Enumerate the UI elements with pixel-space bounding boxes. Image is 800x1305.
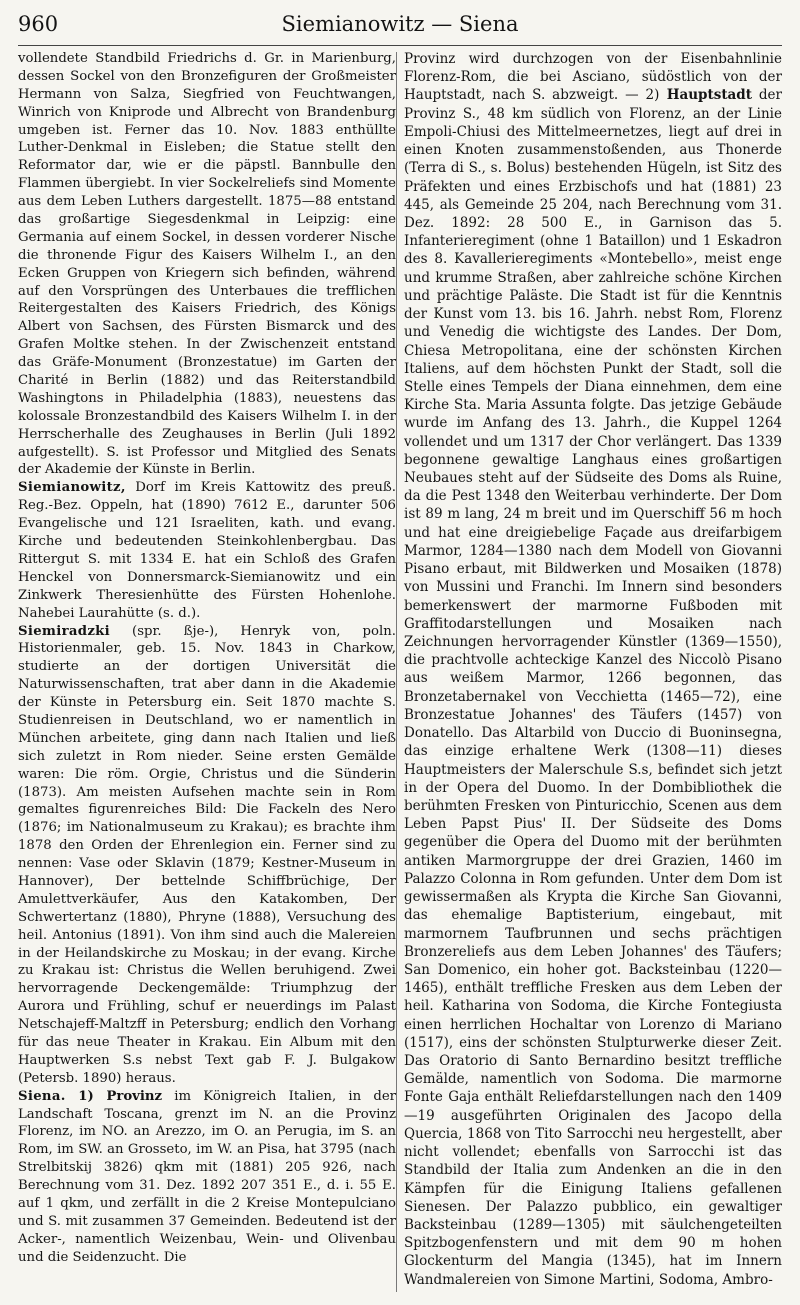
right-column [404, 50, 782, 1289]
entry-headword: Siena. [18, 1088, 66, 1104]
entry-text: Dorf im Kreis Kattowitz des preuß. Reg.-Bez. Oppeln, hat (1890) 7612 E., darunter 506 Evangelische und 121 Israeliten, kath. und evang. Kirche und bedeutenden Steinkohlenbergbau. Das Rittergut S. mit 1334 E. hat ein Schloß des Grafen Henckel von Donnersmarck-Siemianowitz und ein Zinkwerk Theresienhütte des Fürsten Hohenlohe. Nahebei Laurahütte (s. d.). [18, 480, 396, 621]
column-divider [396, 52, 397, 1292]
subentry-label: 1) Provinz [65, 1088, 163, 1104]
entry-text: der Provinz S., 48 km südlich von Florenz, an der Linie Empoli-Chiusi des Mittelmeernetzes, liegt auf drei in einen Knoten zusammenstoßenden, aus Thonerde (Terra di S., s. Bolus) bestehenden Hügeln, ist Sitz des Präfekten und eines Erzbischofs und hat (1881) 23 445, als Gemeinde 25 204, nach Berechnung vom 31. Dez. 1892: 28 500 E., in Garnison das 5. Infanterieregiment (ohne 1 Bataillon) und 1 Eskadron des 8. Kavallerieregiments «Montebello», meist enge und krumme Straßen, aber zahlreiche schöne Kirchen und prächtige Paläste. Die Stadt ist für die Kenntnis der Kunst vom 13. bis 16. Jahrh. nebst Rom, Florenz und Venedig die wichtigste des Landes. Der Dom, Chiesa Metropolitana, eine der schönsten Kirchen Italiens, auf dem höchsten Punkt der Stadt, soll die Stelle eines Tempels der Diana einnehmen, dem eine Kirche Sta. Maria Assunta folgte. Das jetzige Gebäude wurde im Anfang des 13. Jahrh., die Kuppel 1264 vollendet und um 1317 der Chor verlängert. Das 1339 begonnene gewaltige Langhaus eines großartigen Neubaues steht auf der Südseite des Doms als Ruine, da die Pest 1348 den Weiterbau verhinderte. Der Dom ist 89 m lang, 24 m breit und im Querschiff 56 m hoch und hat eine dreigiebelige Façade aus dreifarbigem Marmor, 1284—1380 nach dem Modell von Giovanni Pisano erbaut, mit Bildwerken und Mosaiken (1878) von Mussini und Franchi. Im Innern sind besonders bemerkenswert der marmorne Fußboden mit Graffitodarstellungen und Mosaiken nach Zeichnungen hervorragender Künstler (1369—1550), die prachtvolle achteckige Kanzel des Niccolò Pisano aus weißem Marmor, 1266 begonnen, das Bronzetabernakel von Vecchietta (1465—72), eine Bronzestatue Johannes' des Täufers (1457) von Donatello. Das Altarbild von Duccio di Buoninsegna, das einzige erhaltene Werk (1308—11) dieses Hauptmeisters der Malerschule S.s, befindet sich jetzt in der Opera del Duomo. In der Dombibliothek die berühmten Fresken von Pinturicchio, Scenen aus dem Leben Papst Pius' II. Der Südseite des Doms gegenüber die Opera del Duomo mit der berühmten antiken Marmorgruppe der drei Grazien, 1460 im Palazzo Colonna in Rom gefunden. Unter dem Dom ist gewissermaßen als Krypta die Kirche San Giovanni, das ehemalige Baptisterium, eingebaut, mit marmornem Taufbrunnen und sechs prächtigen Bronzereliefs aus dem Leben Johannes' des Täufers; San Domenico, ein hoher got. Backsteinbau (1220—1465), enthält treffliche Fresken aus dem Leben der heil. Katharina von Sodoma, die Kirche Fontegiusta einen herrlichen Hochaltar von Lorenzo di Mariano (1517), eins der schönsten Stulpturwerke dieser Zeit. Das Oratorio di Santo Bernardino besitzt treffliche Gemälde, namentlich von Sodoma. Die marmorne Fonte Gaja enthält Reliefdarstellungen nach den 1409—19 ausgeführten Originalen des Jacopo della Quercia, 1868 von Tito Sarrocchi neu hergestellt, aber nicht vollendet; ebenfalls von Sarrocchi ist das Standbild der Italia zum Andenken an die in den Kämpfen für die Einigung Italiens gefallenen Sienesen. Der Palazzo pubblico, ein gewaltiger Backsteinbau (1289—1305) mit säulchengeteilten Spitzbogenfenstern und mit dem 90 m hohen Glockenturm del Mangia (1345), hat im Innern Wandmalereien von Simone Martini, Sodoma, Ambro- [404, 87, 782, 1288]
entry-siena-continued [404, 50, 782, 1289]
entry-siemianowitz [18, 479, 396, 622]
entry-headword: Siemiradzki [18, 623, 110, 639]
page-header [18, 12, 782, 46]
paragraph-continuation: vollendete Standbild Friedrichs d. Gr. in Marienburg, dessen Sockel von den Bronzefiguren der Großmeister Hermann von Salza, Siegfried von Feuchtwangen, Winrich von Kniprode und Albrecht von Brandenburg umgeben ist. Ferner das 10. Nov. 1883 enthüllte Luther-Denkmal in Eisleben; die Statue stellt den Reformator dar, wie er die päpstl. Bannbulle den Flammen übergiebt. In vier Sockelreliefs sind Momente aus dem Leben Luthers dargestellt. 1875—88 entstand das großartige Siegesdenkmal in Leipzig: eine Germania auf einem Sockel, in dessen vorderer Nische die thronende Figur des Kaisers Wilhelm I., an den Ecken Gruppen von Kriegern sich befinden, während auf den Vorsprüngen des Unterbaues die trefflichen Reitergestalten des Kaisers Friedrich, des Königs Albert von Sachsen, des Fürsten Bismarck und des Grafen Moltke stehen. In der Zwischenzeit entstand das Gräfe-Monument (Bronzestatue) im Garten der Charité in Berlin (1882) und das Reiterstandbild Washingtons in Philadelphia (1883), neuestens das kolossale Bronzestandbild des Kaisers Wilhelm I. in der Herrscherhalle des Zeughauses in Berlin (Juli 1892 aufgestellt). S. ist Professor und Mitglied des Senats der Akademie der Künste in Berlin. [18, 51, 396, 478]
entry-text: (spr. ßje-), Henryk von, poln. Historienmaler, geb. 15. Nov. 1843 in Charkow, studierte an der dortigen Universität die Naturwissenschaften, trat aber dann in die Akademie der Künste in Petersburg ein. Seit 1870 machte S. Studienreisen in Deutschland, wo er namentlich in München arbeitete, ging dann nach Italien und ließ sich zuletzt in Rom nieder. Seine ersten Gemälde waren: Die röm. Orgie, Christus und die Sünderin (1873). Am meisten Aufsehen machte sein in Rom gemaltes figurenreiches Bild: Die Fackeln des Nero (1876; im Nationalmuseum zu Krakau); es brachte ihm 1878 den Orden der Ehrenlegion ein. Ferner sind zu nennen: Vase oder Sklavin (1879; Kestner-Museum in Hannover), Der bettelnde Schiffbrüchige, Der Amulettverkäufer, Aus den Katakomben, Der Schwertertanz (1880), Phryne (1888), Versuchung des heil. Antonius (1891). Von ihm sind auch die Malereien in der Heilandskirche zu Moskau; in der evang. Kirche zu Krakau ist: Christus die Wellen beruhigend. Zwei hervorragende Deckengemälde: Triumphzug der Aurora und Frühling, schuf er neuerdings im Palast Netschajeff-Maltzff in Petersburg; endlich den Vorhang für das neue Theater in Krakau. Ein Album mit den Hauptwerken S.s nebst Text gab F. J. Bulgakow (Petersb. 1890) heraus. [18, 623, 396, 1086]
entry-text: im Königreich Italien, in der Landschaft Toscana, grenzt im N. an die Provinz Florenz, im NO. an Arezzo, im O. an Perugia, im S. an Rom, im SW. an Grosseto, im W. an Pisa, hat 3795 (nach Strelbitskij 3826) qkm mit (1881) 205 926, nach Berechnung vom 31. Dez. 1892 207 351 E., d. i. 55 E. auf 1 qkm, und zerfällt in die 2 Kreise Montepulciano und S. mit zusammen 37 Gemeinden. Bedeutend ist der Acker-, namentlich Weizenbau, Wein- und Olivenbau und die Seidenzucht. Die [18, 1088, 397, 1265]
left-column [18, 50, 396, 1267]
header-rule [18, 45, 782, 46]
page-number: 960 [18, 12, 59, 36]
subentry-label: Hauptstadt [659, 87, 752, 104]
entry-siena [18, 1088, 396, 1267]
running-head: Siemianowitz — Siena [281, 12, 519, 36]
entry-siemiradzki [18, 623, 396, 1088]
entry-text: Provinz wird durchzogen von der Eisenbahnlinie Florenz-Rom, die bei Asciano, südöstlich von der Hauptstadt, nach S. abzweigt. — 2) [404, 51, 782, 104]
entry-headword: Siemianowitz, [18, 480, 126, 496]
